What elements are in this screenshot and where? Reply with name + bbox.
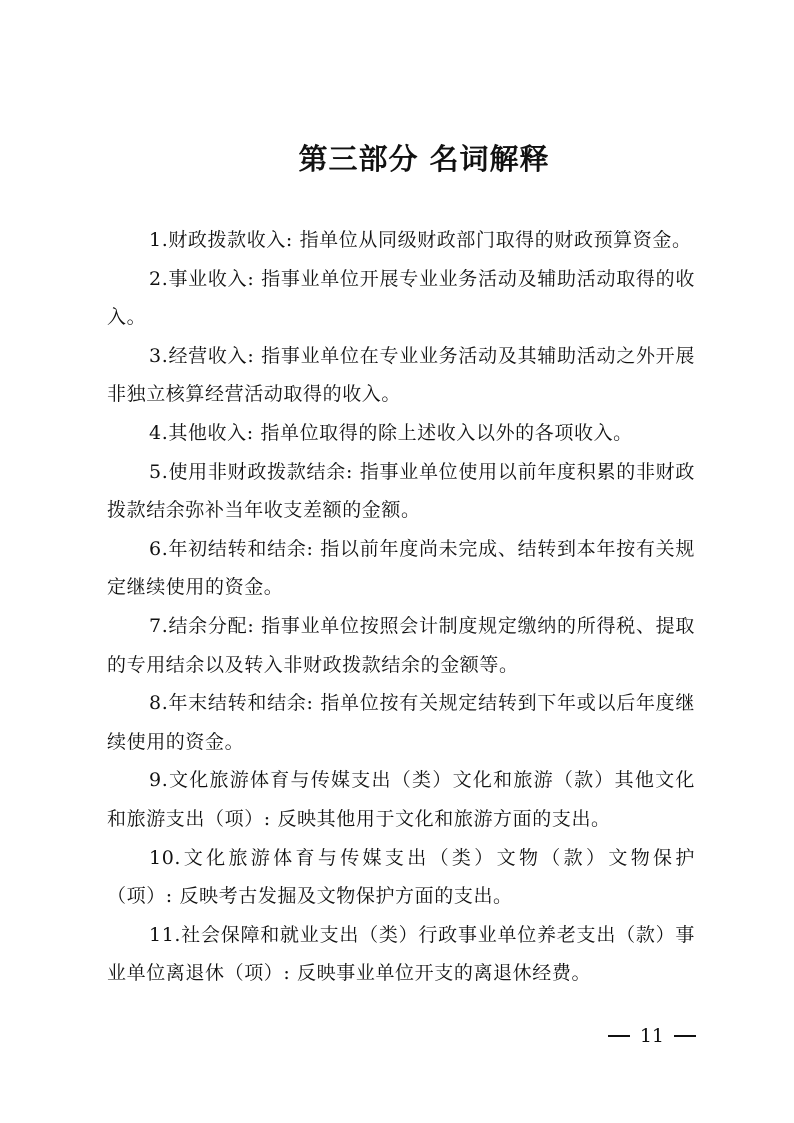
glossary-entry: 11.社会保障和就业支出（类）行政事业单位养老支出（款）事业单位离退休（项）: 反映事业单位开支的离退休经费。 bbox=[107, 923, 695, 985]
glossary-entry: 10.文化旅游体育与传媒支出（类）文物（款）文物保护（项）: 反映考古发掘及文物保护方面的支出。 bbox=[107, 846, 695, 908]
glossary-entry: 8.年末结转和结余: 指单位按有关规定结转到下年或以后年度继续使用的资金。 bbox=[107, 692, 695, 753]
glossary-entry: 5.使用非财政拨款结余: 指事业单位使用以前年度积累的非财政拨款结余弥补当年收支差额的金额。 bbox=[107, 460, 695, 522]
page-title: 第三部分 名词解释 bbox=[298, 142, 550, 176]
glossary-list bbox=[107, 221, 695, 993]
glossary-entry: 7.结余分配: 指事业单位按照会计制度规定缴纳的所得税、提取的专用结余以及转入非财政拨款结余的金额等。 bbox=[107, 614, 695, 676]
glossary-entry: 6.年初结转和结余: 指以前年度尚未完成、结转到本年按有关规定继续使用的资金。 bbox=[107, 537, 695, 599]
dash-left bbox=[608, 1035, 630, 1037]
glossary-entry: 9.文化旅游体育与传媒支出（类）文化和旅游（款）其他文化和旅游支出（项）: 反映其他用于文化和旅游方面的支出。 bbox=[107, 769, 695, 830]
page-number: 11 bbox=[639, 1025, 664, 1047]
page-number-footer bbox=[608, 1025, 696, 1047]
glossary-entry: 3.经营收入: 指事业单位在专业业务活动及其辅助活动之外开展非独立核算经营活动取得的收入。 bbox=[107, 344, 695, 406]
dash-right bbox=[674, 1035, 696, 1037]
glossary-entry: 1.财政拨款收入: 指单位从同级财政部门取得的财政预算资金。 bbox=[149, 229, 692, 251]
glossary-entry: 2.事业收入: 指事业单位开展专业业务活动及辅助活动取得的收入。 bbox=[107, 267, 695, 329]
glossary-entry: 4.其他收入: 指单位取得的除上述收入以外的各项收入。 bbox=[149, 421, 633, 444]
